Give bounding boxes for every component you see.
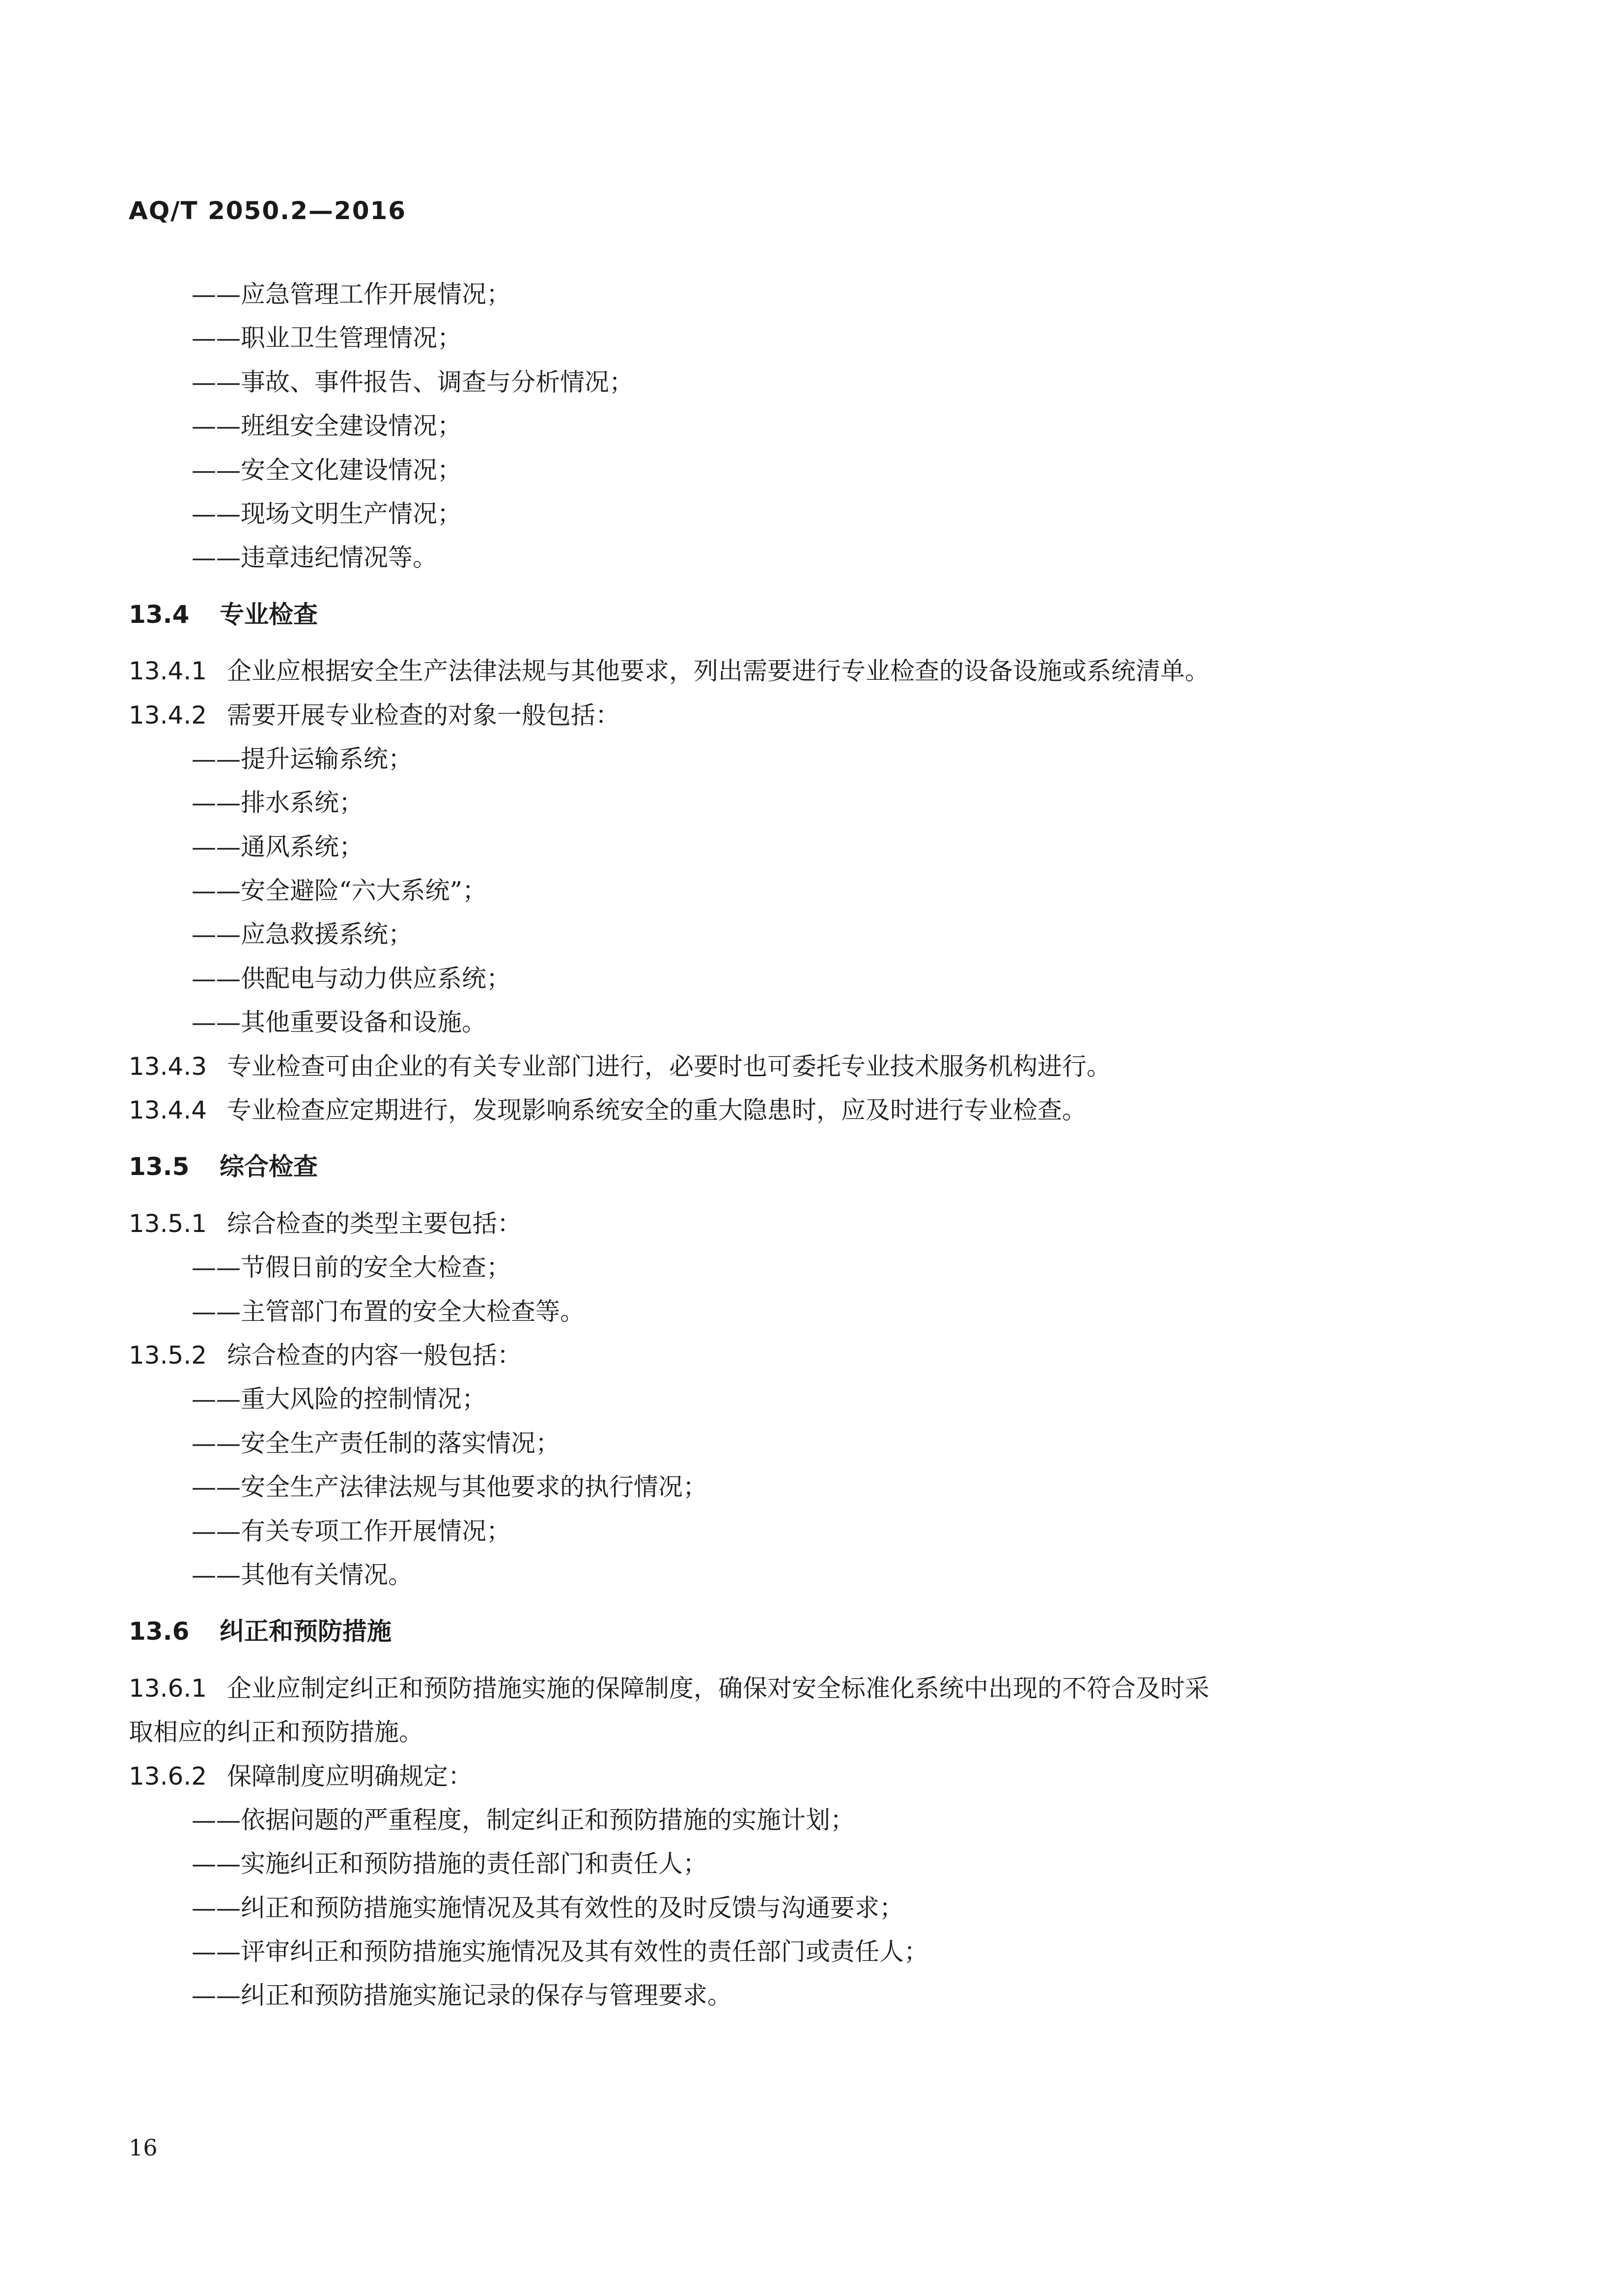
clause-number: 13.5.2 xyxy=(129,1341,207,1370)
list-item: ——纠正和预防措施实施记录的保存与管理要求。 xyxy=(192,1981,732,2010)
list-item: ——提升运输系统； xyxy=(192,744,413,773)
list-item: ——主管部门布置的安全大检查等。 xyxy=(192,1297,585,1326)
list-item: ——安全避险“六大系统”； xyxy=(192,876,487,905)
list-item: ——安全生产责任制的落实情况； xyxy=(192,1428,560,1457)
clause xyxy=(129,1045,1494,1089)
list-item: ——评审纠正和预防措施实施情况及其有效性的责任部门或责任人； xyxy=(192,1937,928,1966)
list-item: ——其他有关情况。 xyxy=(192,1560,413,1589)
clause-number: 13.6.1 xyxy=(129,1674,207,1703)
list-item: ——依据问题的严重程度，制定纠正和预防措施的实施计划； xyxy=(192,1805,855,1834)
clause xyxy=(129,1334,1494,1377)
section-number: 13.5 xyxy=(129,1152,190,1181)
section-number: 13.4 xyxy=(129,600,190,629)
list-item: ——职业卫生管理情况； xyxy=(192,324,462,353)
section-heading xyxy=(129,593,1494,637)
clause-number: 13.6.2 xyxy=(129,1762,207,1791)
section-heading xyxy=(129,1610,1494,1653)
clause-text: 专业检查可由企业的有关专业部门进行，必要时也可委托专业技术服务机构进行。 xyxy=(227,1052,1111,1081)
clause-text: 企业应根据安全生产法律法规与其他要求，列出需要进行专业检查的设备设施或系统清单。 xyxy=(227,657,1209,686)
clause xyxy=(129,1089,1494,1132)
section-title: 专业检查 xyxy=(220,600,318,629)
clause-number: 13.4.4 xyxy=(129,1096,207,1125)
list-item: ——班组安全建设情况； xyxy=(192,412,462,441)
list-item: ——有关专项工作开展情况； xyxy=(192,1516,511,1545)
list-item: ——事故、事件报告、调查与分析情况； xyxy=(192,367,634,396)
clause-number: 13.4.3 xyxy=(129,1052,207,1081)
list-item: ——安全文化建设情况； xyxy=(192,455,462,484)
clause-text: 综合检查的内容一般包括： xyxy=(227,1341,522,1370)
list-item: ——重大风险的控制情况； xyxy=(192,1385,486,1414)
clause xyxy=(129,694,1494,737)
section-heading xyxy=(129,1145,1494,1189)
list-item: ——纠正和预防措施实施情况及其有效性的及时反馈与沟通要求； xyxy=(192,1893,904,1922)
list-item: ——节假日前的安全大检查； xyxy=(192,1253,511,1282)
document-body xyxy=(129,273,1494,2018)
section-title: 纠正和预防措施 xyxy=(220,1617,392,1646)
clause-number: 13.4.1 xyxy=(129,657,207,686)
clause-number: 13.5.1 xyxy=(129,1209,207,1238)
section-number: 13.6 xyxy=(129,1617,190,1646)
clause xyxy=(129,649,1494,693)
clause-text: 保障制度应明确规定： xyxy=(227,1762,473,1791)
clause-text: 需要开展专业检查的对象一般包括： xyxy=(227,700,620,729)
clause xyxy=(129,1202,1494,1246)
list-item: ——应急救援系统； xyxy=(192,920,413,949)
section-title: 综合检查 xyxy=(220,1152,318,1181)
list-item: ——应急管理工作开展情况； xyxy=(192,280,511,308)
clause-number: 13.4.2 xyxy=(129,700,207,729)
clause-text: 综合检查的类型主要包括： xyxy=(227,1209,522,1238)
list-item: ——排水系统； xyxy=(192,788,364,817)
list-item: ——安全生产法律法规与其他要求的执行情况； xyxy=(192,1473,707,1502)
clause-text: 专业检查应定期进行，发现影响系统安全的重大隐患时，应及时进行专业检查。 xyxy=(227,1096,1087,1125)
clause xyxy=(129,1667,1494,1710)
clause xyxy=(129,1755,1494,1798)
clause-continuation: 取相应的纠正和预防措施。 xyxy=(129,1718,423,1747)
list-item: ——违章违纪情况等。 xyxy=(192,543,437,572)
list-item: ——其他重要设备和设施。 xyxy=(192,1008,486,1037)
list-item: ——实施纠正和预防措施的责任部门和责任人； xyxy=(192,1849,707,1878)
list-item: ——现场文明生产情况； xyxy=(192,499,462,528)
list-item: ——供配电与动力供应系统； xyxy=(192,964,511,993)
page-number: 16 xyxy=(129,2134,158,2161)
list-item: ——通风系统； xyxy=(192,832,364,861)
document-code: AQ/T 2050.2—2016 xyxy=(129,196,407,225)
clause-text: 企业应制定纠正和预防措施实施的保障制度，确保对安全标准化系统中出现的不符合及时采 xyxy=(227,1674,1209,1703)
